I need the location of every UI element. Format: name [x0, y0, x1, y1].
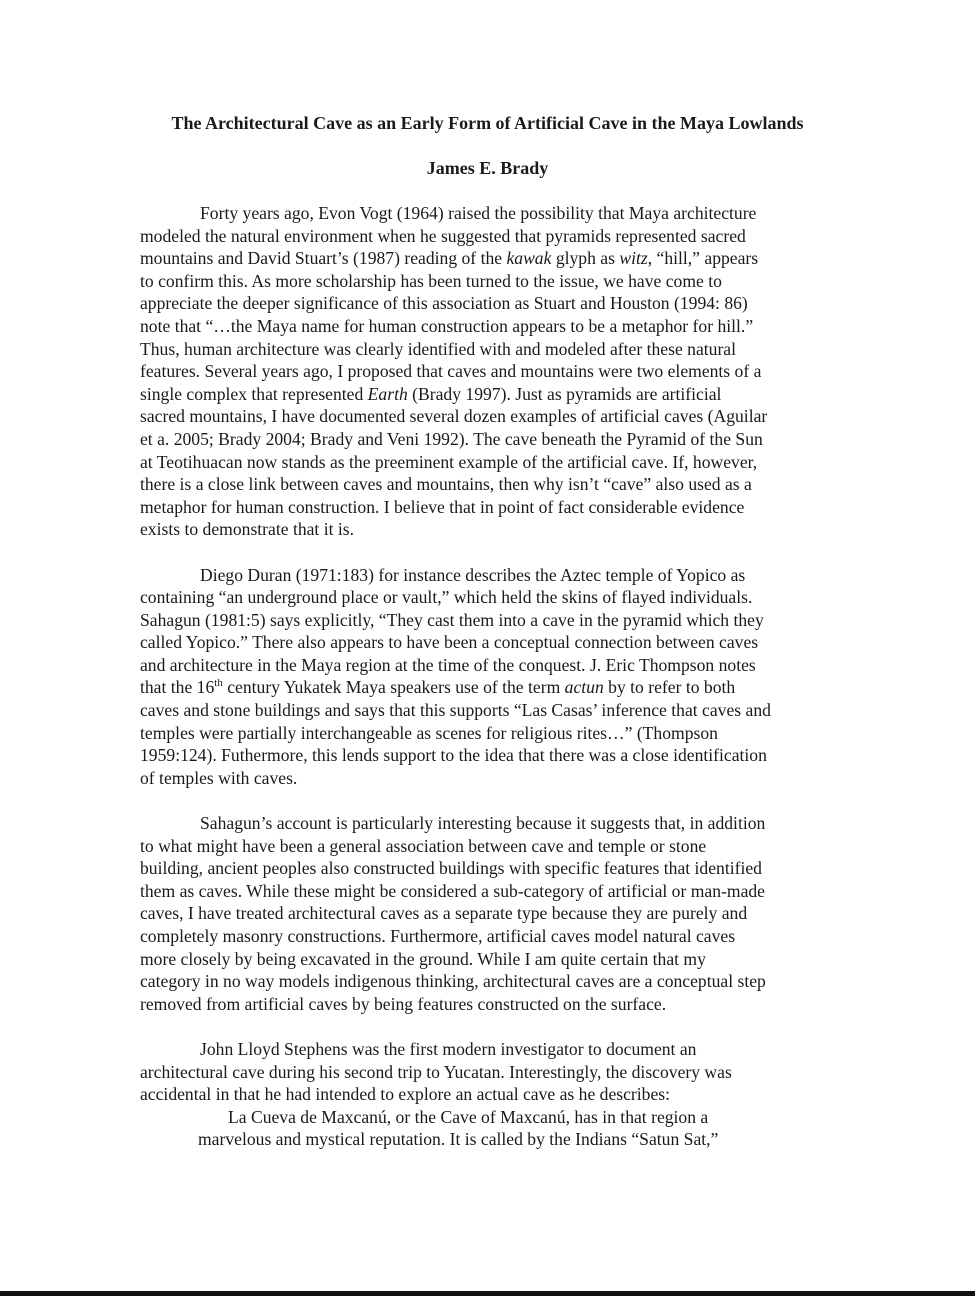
p2-line: containing “an underground place or vault,” which held the skins of flayed individuals.	[140, 587, 753, 608]
p1-line: at Teotihuacan now stands as the preeminent example of the artificial cave. If, however,	[140, 451, 758, 472]
page-bottom-border	[0, 1291, 975, 1296]
p3-line: Sahagun’s account is particularly interesting because it suggests that, in addition	[200, 813, 766, 834]
p1-line: features. Several years ago, I proposed that caves and mountains were two elements of a	[140, 361, 762, 382]
italic-term: witz	[619, 248, 648, 269]
italic-term: kawak	[506, 248, 552, 269]
block-quote	[140, 1106, 852, 1151]
p3-line: more closely by being excavated in the ground. While I am quite certain that my	[140, 948, 706, 969]
text-run: mountains and David Stuart’s (1987) reading of the	[140, 248, 507, 269]
p4-line: architectural cave during his second trip to Yucatan. Interestingly, the discovery was	[140, 1061, 732, 1082]
text-run: that the 16	[140, 677, 215, 698]
paragraph-2	[140, 564, 852, 790]
document-title: The Architectural Cave as an Early Form of Artificial Cave in the Maya Lowlands	[171, 113, 804, 133]
quote-line: La Cueva de Maxcanú, or the Cave of Maxcanú, has in that region a	[228, 1106, 709, 1127]
p3-line: completely masonry constructions. Furthermore, artificial caves model natural caves	[140, 926, 736, 946]
p3-line: caves, I have treated architectural caves as a separate type because they are purely and	[140, 903, 748, 924]
p1-line: there is a close link between caves and mountains, then why isn’t “cave” also used as a	[140, 474, 752, 495]
p1-line: metaphor for human construction. I believe that in point of fact considerable evidence	[140, 496, 745, 517]
p1-line: et a. 2005; Brady 2004; Brady and Veni 1992). The cave beneath the Pyramid of the Sun	[140, 428, 763, 449]
p2-line: called Yopico.” There also appears to have been a conceptual connection between caves	[140, 632, 759, 653]
p1-line: exists to demonstrate that it is.	[140, 519, 355, 540]
p1-line: note that “…the Maya name for human construction appears to be a metaphor for hill.”	[140, 315, 754, 336]
p1-line	[140, 383, 852, 406]
p1-line: Forty years ago, Evon Vogt (1964) raised the possibility that Maya architecture	[200, 203, 757, 223]
p2-line: caves and stone buildings and says that this supports “Las Casas’ inference that caves and	[140, 700, 771, 721]
p4-line: John Lloyd Stephens was the first modern investigator to document an	[200, 1038, 697, 1059]
p3-line: to what might have been a general association between cave and temple or stone	[140, 835, 707, 856]
author-name: James E. Brady	[426, 158, 549, 178]
paragraph-1	[140, 202, 852, 541]
p1-line: Thus, human architecture was clearly identified with and modeled after these natural	[140, 338, 736, 359]
p1-line: sacred mountains, I have documented several dozen examples of artificial caves (Aguilar	[140, 406, 768, 427]
p2-line: Sahagun (1981:5) says explicitly, “They cast them into a cave in the pyramid which they	[140, 609, 764, 630]
italic-term: Earth	[367, 383, 408, 404]
p2-line: temples were partially interchangeable as scenes for religious rites…” (Thompson	[140, 722, 718, 743]
p1-line: modeled the natural environment when he suggested that pyramids represented sacred	[140, 225, 746, 246]
text-run: single complex that represented	[140, 383, 368, 404]
paragraph-3	[140, 812, 852, 1015]
p1-line	[140, 247, 852, 270]
paragraph-4	[140, 1038, 852, 1106]
quote-line: marvelous and mystical reputation. It is called by the Indians “Satun Sat,”	[198, 1129, 719, 1150]
p1-line: to confirm this. As more scholarship has been turned to the issue, we have come to	[140, 270, 722, 291]
p3-line: removed from artificial caves by being features constructed on the surface.	[140, 993, 667, 1014]
italic-term: actun	[564, 677, 604, 698]
p2-line: 1959:124). Futhermore, this lends support to the idea that there was a close identification	[140, 745, 767, 766]
p2-line: Diego Duran (1971:183) for instance describes the Aztec temple of Yopico as	[200, 564, 746, 585]
text-run: glyph as	[551, 248, 620, 269]
p1-line: appreciate the deeper significance of this association as Stuart and Houston (1994: 86)	[140, 293, 748, 314]
p2-line: of temples with caves.	[140, 767, 298, 788]
text-run: (Brady 1997). Just as pyramids are artificial	[407, 383, 722, 404]
text-run: century Yukatek Maya speakers use of the term	[222, 677, 565, 698]
p3-line: category in no way models indigenous thinking, architectural caves are a conceptual step	[140, 971, 766, 992]
document-body	[140, 202, 852, 1151]
text-run: by to refer to both	[603, 677, 736, 698]
p4-line: accidental in that he had intended to explore an actual cave as he describes:	[140, 1084, 671, 1105]
p3-line: them as caves. While these might be considered a sub-category of artificial or man-made	[140, 880, 765, 901]
p2-line: and architecture in the Maya region at the time of the conquest. J. Eric Thompson notes	[140, 654, 756, 675]
superscript-text: th	[214, 677, 223, 690]
p2-line	[140, 676, 852, 699]
p3-line: building, ancient peoples also constructed buildings with specific features that identified	[140, 858, 762, 879]
text-run: , “hill,” appears	[647, 248, 759, 269]
